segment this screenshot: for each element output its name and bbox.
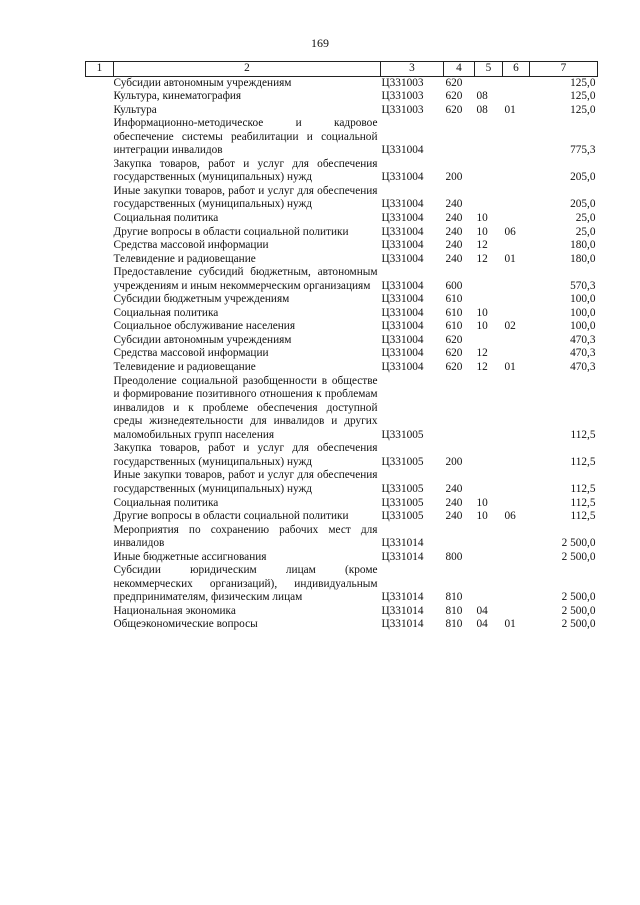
section-code: 10	[476, 510, 488, 523]
target-article-code: Ц331014	[381, 537, 424, 550]
table-row	[86, 618, 598, 632]
row-name: Средства массовой информации	[113, 239, 269, 252]
column-header: 4	[444, 62, 475, 77]
row-name: Иные бюджетные ассигнования	[113, 550, 267, 563]
expense-type-code: 610	[445, 320, 463, 333]
subsection-code	[503, 375, 530, 443]
target-article-code: Ц331005	[381, 455, 424, 468]
column-header: 7	[530, 62, 598, 77]
table-row	[86, 90, 598, 104]
row-name: Субсидии бюджетным учреждениям	[113, 293, 290, 306]
page-number: 169	[311, 36, 329, 50]
amount-value: 470,3	[570, 361, 596, 374]
section-code: 10	[476, 225, 488, 238]
amount-value: 112,5	[570, 455, 596, 468]
row-number	[86, 226, 114, 240]
expense-type-code: 240	[445, 212, 463, 225]
amount-value: 180,0	[570, 252, 596, 265]
amount-value: 125,0	[570, 90, 596, 103]
column-header: 5	[475, 62, 503, 77]
section-code	[475, 158, 503, 185]
subsection-code	[503, 551, 530, 565]
section-code	[475, 524, 503, 551]
row-number	[86, 361, 114, 375]
table-row	[86, 76, 598, 90]
column-header: 2	[114, 62, 381, 77]
row-number	[86, 605, 114, 619]
row-number	[86, 347, 114, 361]
row-name: Культура, кинематография	[113, 90, 242, 103]
row-name: Мероприятия по сохранению рабочих мест для инвалидов	[113, 523, 378, 550]
table-row	[86, 320, 598, 334]
row-name: Иные закупки товаров, работ и услуг для обеспечения государственных (муниципальных) нужд	[113, 469, 378, 495]
subsection-code	[503, 158, 530, 185]
table-row	[86, 117, 598, 158]
row-name: Социальная политика	[113, 212, 219, 225]
table-row	[86, 524, 598, 551]
table-row	[86, 605, 598, 619]
row-number	[86, 266, 114, 293]
target-article-code: Ц331004	[381, 306, 424, 319]
row-number	[86, 551, 114, 565]
expense-type-code: 620	[445, 347, 463, 360]
expense-type-code: 240	[445, 225, 463, 238]
subsection-code	[503, 307, 530, 321]
amount-value: 2 500,0	[561, 604, 596, 617]
expense-type-code: 610	[445, 293, 463, 306]
amount-value: 100,0	[570, 306, 596, 319]
expense-type-code	[444, 524, 475, 551]
row-number	[86, 497, 114, 511]
row-number	[86, 307, 114, 321]
amount-value: 112,5	[570, 510, 596, 523]
table-row	[86, 266, 598, 293]
table-row	[86, 307, 598, 321]
subsection-code: 01	[504, 252, 516, 265]
expense-type-code: 200	[445, 455, 463, 468]
section-code	[475, 76, 503, 90]
row-name: Преодоление социальной разобщенности в обществе и формирование позитивного отношения к проблемам инвалидов и к проблеме обеспечения доступной среды жизнедеятельности для инвалидов и других маломобильных групп населения	[113, 374, 378, 441]
row-number	[86, 185, 114, 212]
section-code	[475, 117, 503, 158]
subsection-code	[503, 212, 530, 226]
expense-type-code: 200	[445, 171, 463, 184]
amount-value: 470,3	[570, 347, 596, 360]
table-row	[86, 361, 598, 375]
target-article-code: Ц331004	[381, 361, 424, 374]
target-article-code: Ц331004	[381, 212, 424, 225]
subsection-code	[503, 334, 530, 348]
column-header: 6	[503, 62, 530, 77]
section-code	[475, 266, 503, 293]
column-header: 3	[381, 62, 444, 77]
row-name: Социальная политика	[113, 496, 219, 509]
row-name: Социальная политика	[113, 306, 219, 319]
expense-type-code: 620	[445, 361, 463, 374]
section-code: 10	[476, 496, 488, 509]
row-name: Национальная экономика	[113, 604, 236, 617]
amount-value: 25,0	[575, 225, 596, 238]
amount-value: 112,5	[570, 428, 596, 441]
table-row	[86, 469, 598, 496]
expense-type-code: 620	[445, 90, 463, 103]
section-code: 12	[476, 252, 488, 265]
target-article-code: Ц331014	[381, 591, 424, 604]
row-name: Телевидение и радиовещание	[113, 361, 256, 374]
table-row	[86, 253, 598, 267]
target-article-code: Ц331003	[381, 90, 424, 103]
target-article-code: Ц331004	[381, 225, 424, 238]
target-article-code: Ц331004	[381, 347, 424, 360]
table-row	[86, 442, 598, 469]
expense-type-code: 610	[445, 306, 463, 319]
table-row	[86, 375, 598, 443]
subsection-code: 01	[504, 103, 516, 116]
expense-type-code: 240	[445, 239, 463, 252]
subsection-code	[503, 524, 530, 551]
row-number	[86, 104, 114, 118]
budget-table	[85, 61, 598, 632]
row-name: Культура	[113, 103, 157, 116]
section-code	[475, 564, 503, 605]
table-row	[86, 347, 598, 361]
row-number	[86, 239, 114, 253]
target-article-code: Ц331004	[381, 333, 424, 346]
target-article-code: Ц331004	[381, 279, 424, 292]
amount-value: 112,5	[570, 496, 596, 509]
row-name: Средства массовой информации	[113, 347, 269, 360]
table-row	[86, 226, 598, 240]
table-row	[86, 497, 598, 511]
row-number	[86, 90, 114, 104]
section-code	[475, 442, 503, 469]
expense-type-code: 240	[445, 198, 463, 211]
target-article-code: Ц331014	[381, 604, 424, 617]
expense-type-code: 810	[445, 618, 463, 631]
section-code: 10	[476, 320, 488, 333]
expense-type-code: 240	[445, 510, 463, 523]
amount-value: 205,0	[570, 198, 596, 211]
section-code: 08	[476, 103, 488, 116]
section-code: 04	[476, 604, 488, 617]
row-name: Социальное обслуживание населения	[113, 320, 296, 333]
row-number	[86, 524, 114, 551]
target-article-code: Ц331004	[381, 293, 424, 306]
row-number	[86, 212, 114, 226]
target-article-code: Ц331004	[381, 198, 424, 211]
table-row	[86, 158, 598, 185]
section-code	[475, 375, 503, 443]
expense-type-code: 620	[445, 333, 463, 346]
amount-value: 180,0	[570, 239, 596, 252]
expense-type-code: 620	[445, 103, 463, 116]
expense-type-code: 810	[445, 591, 463, 604]
subsection-code	[503, 117, 530, 158]
subsection-code	[503, 469, 530, 496]
subsection-code: 01	[504, 618, 516, 631]
expense-type-code	[444, 375, 475, 443]
target-article-code: Ц331004	[381, 144, 424, 157]
target-article-code: Ц331014	[381, 550, 424, 563]
row-name: Субсидии автономным учреждениям	[113, 76, 292, 89]
row-number	[86, 320, 114, 334]
target-article-code: Ц331003	[381, 103, 424, 116]
row-name: Предоставление субсидий бюджетным, автономным учреждениям и иным некоммерческим организациям	[113, 266, 378, 292]
amount-value: 205,0	[570, 171, 596, 184]
expense-type-code: 600	[445, 279, 463, 292]
row-name: Закупка товаров, работ и услуг для обеспечения государственных (муниципальных) нужд	[113, 442, 378, 468]
row-number	[86, 117, 114, 158]
table-row	[86, 334, 598, 348]
row-name: Другие вопросы в области социальной политики	[113, 510, 349, 523]
subsection-code	[503, 90, 530, 104]
amount-value: 775,3	[570, 144, 596, 157]
section-code: 12	[476, 361, 488, 374]
amount-value: 2 500,0	[561, 618, 596, 631]
subsection-code	[503, 293, 530, 307]
amount-value: 2 500,0	[561, 537, 596, 550]
expense-type-code: 810	[445, 604, 463, 617]
section-code	[475, 185, 503, 212]
table-row	[86, 185, 598, 212]
row-name: Субсидии автономным учреждениям	[113, 333, 292, 346]
row-number	[86, 564, 114, 605]
header-row	[86, 62, 598, 77]
row-number	[86, 442, 114, 469]
table-row	[86, 510, 598, 524]
row-name: Закупка товаров, работ и услуг для обеспечения государственных (муниципальных) нужд	[113, 157, 378, 184]
section-code	[475, 469, 503, 496]
subsection-code	[503, 239, 530, 253]
section-code: 10	[476, 306, 488, 319]
row-number	[86, 76, 114, 90]
section-code	[475, 334, 503, 348]
subsection-code	[503, 76, 530, 90]
expense-type-code: 240	[445, 252, 463, 265]
subsection-code: 06	[504, 225, 516, 238]
row-number	[86, 510, 114, 524]
row-number	[86, 293, 114, 307]
target-article-code: Ц331003	[381, 76, 424, 89]
row-number	[86, 618, 114, 632]
table-row	[86, 104, 598, 118]
expense-type-code	[444, 117, 475, 158]
section-code	[475, 293, 503, 307]
amount-value: 570,3	[570, 279, 596, 292]
section-code: 08	[476, 90, 488, 103]
amount-value: 2 500,0	[561, 591, 596, 604]
target-article-code: Ц331004	[381, 252, 424, 265]
section-code	[475, 551, 503, 565]
table-row	[86, 239, 598, 253]
amount-value: 112,5	[570, 482, 596, 495]
section-code: 12	[476, 239, 488, 252]
amount-value: 470,3	[570, 333, 596, 346]
target-article-code: Ц331005	[381, 428, 424, 441]
target-article-code: Ц331004	[381, 171, 424, 184]
row-name: Телевидение и радиовещание	[113, 252, 256, 265]
expense-type-code: 800	[445, 550, 463, 563]
target-article-code: Ц331005	[381, 482, 424, 495]
target-article-code: Ц331004	[381, 239, 424, 252]
amount-value: 100,0	[570, 320, 596, 333]
row-number	[86, 158, 114, 185]
row-name: Другие вопросы в области социальной политики	[113, 225, 349, 238]
subsection-code	[503, 185, 530, 212]
amount-value: 125,0	[570, 76, 596, 89]
target-article-code: Ц331014	[381, 618, 424, 631]
section-code: 12	[476, 347, 488, 360]
column-header: 1	[86, 62, 114, 77]
expense-type-code: 240	[445, 496, 463, 509]
subsection-code	[503, 442, 530, 469]
subsection-code	[503, 564, 530, 605]
target-article-code: Ц331005	[381, 510, 424, 523]
row-name: Субсидии юридическим лицам (кроме некоммерческих организаций), индивидуальным предпринимателям, физическим лицам	[113, 564, 378, 604]
row-number	[86, 469, 114, 496]
subsection-code: 02	[504, 320, 516, 333]
section-code: 04	[476, 618, 488, 631]
subsection-code: 06	[504, 510, 516, 523]
row-number	[86, 253, 114, 267]
amount-value: 2 500,0	[561, 550, 596, 563]
table-row	[86, 564, 598, 605]
expense-type-code: 240	[445, 482, 463, 495]
subsection-code	[503, 605, 530, 619]
row-name: Информационно-методическое и кадровое обеспечение системы реабилитации и социальной интеграции инвалидов	[113, 117, 378, 157]
row-number	[86, 375, 114, 443]
amount-value: 25,0	[575, 212, 596, 225]
section-code: 10	[476, 212, 488, 225]
subsection-code: 01	[504, 361, 516, 374]
row-name: Иные закупки товаров, работ и услуг для обеспечения государственных (муниципальных) нужд	[113, 184, 378, 211]
table-row	[86, 551, 598, 565]
expense-type-code: 620	[445, 76, 463, 89]
target-article-code: Ц331005	[381, 496, 424, 509]
subsection-code	[503, 266, 530, 293]
row-number	[86, 334, 114, 348]
row-name: Общеэкономические вопросы	[113, 618, 258, 631]
subsection-code	[503, 347, 530, 361]
table-row	[86, 293, 598, 307]
amount-value: 125,0	[570, 103, 596, 116]
subsection-code	[503, 497, 530, 511]
amount-value: 100,0	[570, 293, 596, 306]
table-row	[86, 212, 598, 226]
target-article-code: Ц331004	[381, 320, 424, 333]
